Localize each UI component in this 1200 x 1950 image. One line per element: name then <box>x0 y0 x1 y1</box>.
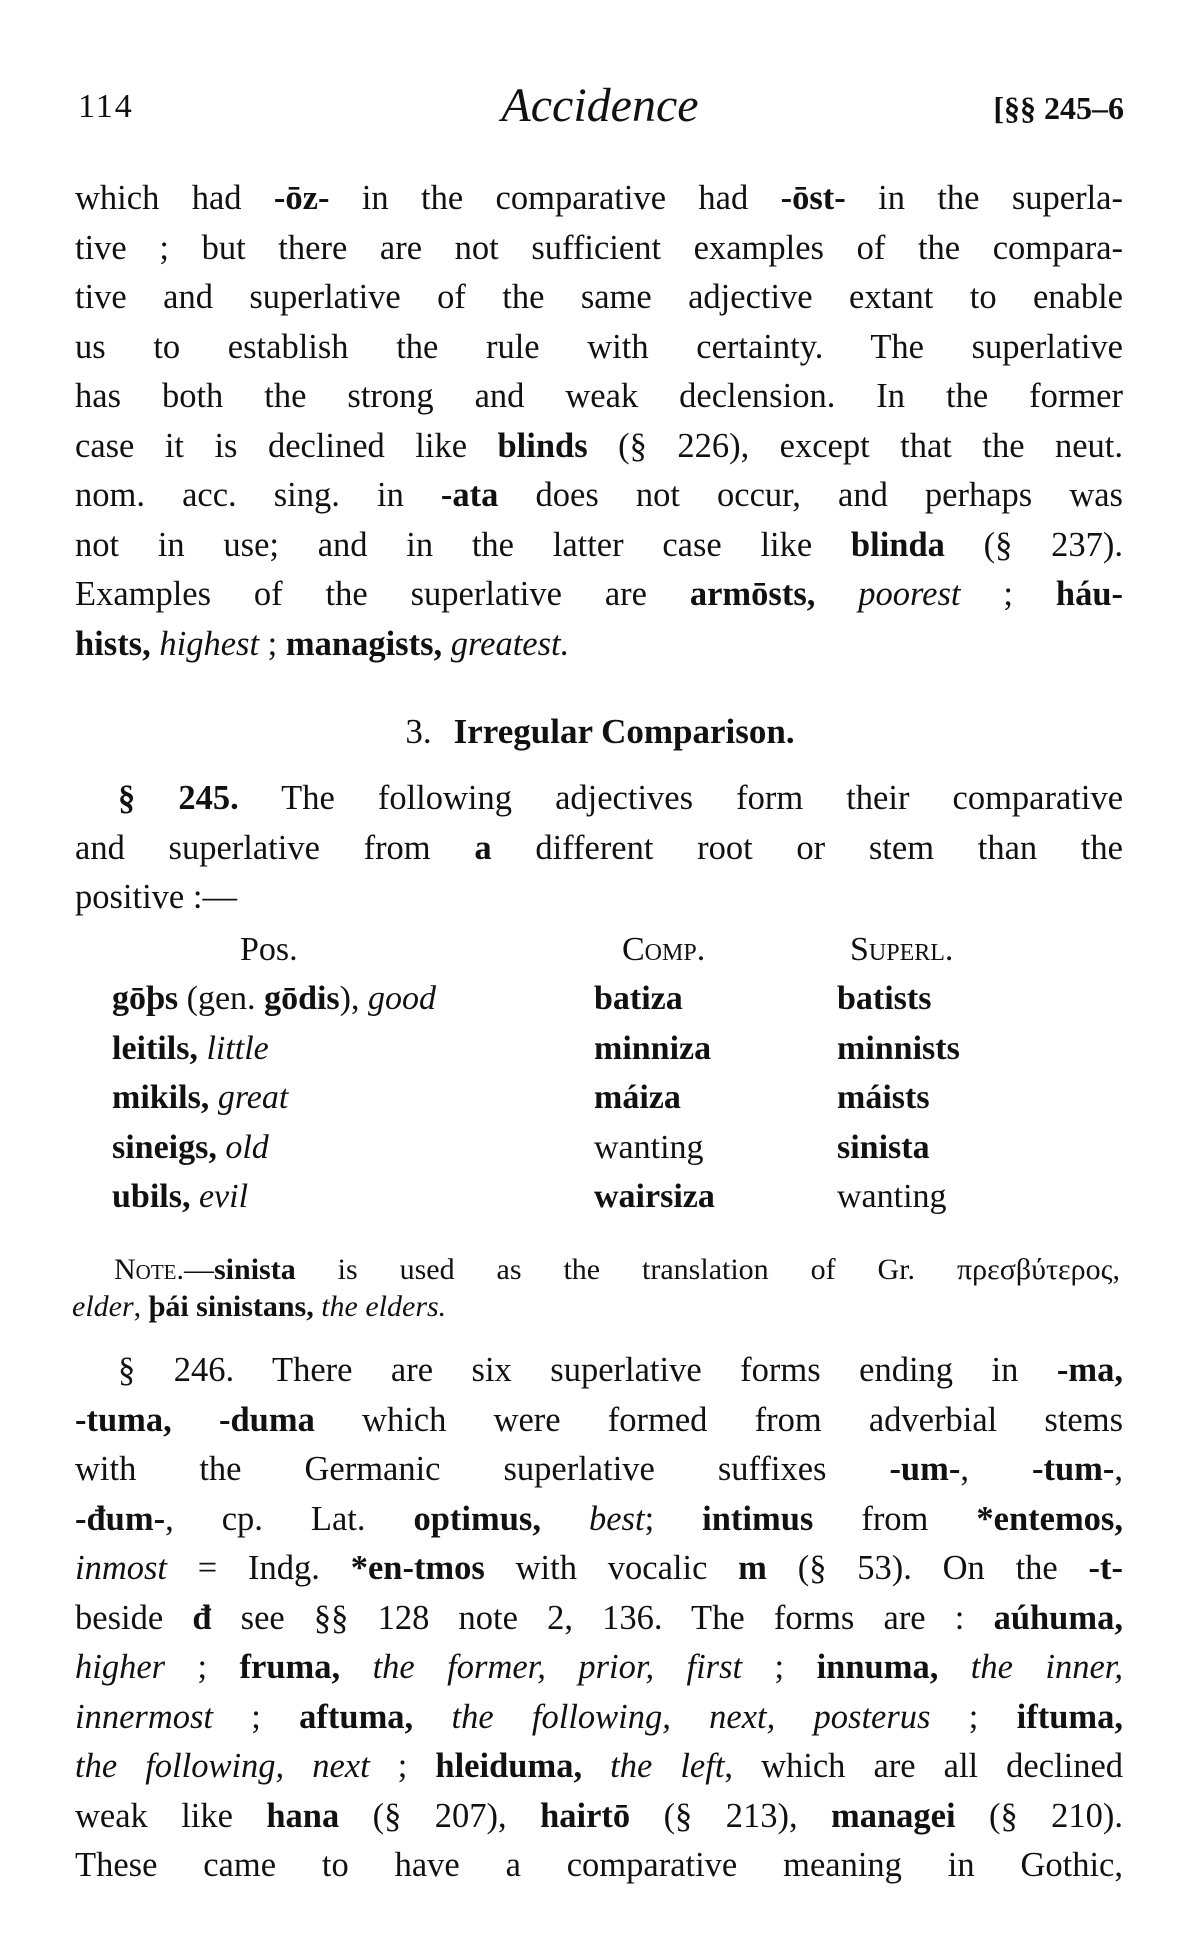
translation-gloss: highest <box>159 625 260 663</box>
text-run: in the comparative had <box>329 179 781 217</box>
text-run: nom. acc. sing. in <box>75 476 441 514</box>
cell-positive <box>112 1177 248 1217</box>
text-run: , which are all declined <box>724 1747 1124 1785</box>
gothic-form: blinda <box>850 526 945 564</box>
cell-positive <box>112 1128 269 1168</box>
text-run: (§ 207), <box>339 1797 541 1835</box>
gothic-form: -t- <box>1088 1549 1123 1587</box>
text-run: is used as the translation of Gr. πρεσβύτερος, <box>295 1253 1120 1286</box>
text-run: = Indg. <box>167 1549 351 1587</box>
text-run: from <box>813 1500 977 1538</box>
gothic-form: sineigs, <box>112 1128 217 1166</box>
text-run: different root or stem than the <box>491 829 1123 867</box>
translation-gloss: the elders. <box>321 1290 447 1323</box>
translation-gloss: little <box>206 1029 269 1067</box>
page-number: 114 <box>78 88 134 125</box>
translation-gloss: evil <box>198 1178 249 1215</box>
text-run: positive :— <box>75 878 237 916</box>
gothic-form: gōdis <box>264 980 340 1017</box>
note-line <box>72 1289 1120 1325</box>
table-header <box>112 930 1112 978</box>
text-line <box>75 1499 1123 1539</box>
text-run: , <box>133 1290 149 1323</box>
text-run: ; <box>213 1698 300 1736</box>
text-line <box>75 228 1123 268</box>
section-range: [§§ 245–6 <box>993 90 1124 126</box>
table-row <box>112 1029 1112 1077</box>
text-line <box>75 1746 1123 1786</box>
gothic-form: hairtō <box>540 1797 631 1835</box>
text-line <box>118 1350 1123 1390</box>
text-line <box>75 1449 1123 1489</box>
gothic-form: sinista <box>214 1253 296 1286</box>
text-run: not in use; and in the latter case like <box>75 526 851 564</box>
text-run <box>582 1747 610 1785</box>
text-line <box>75 877 1123 917</box>
translation-gloss: good <box>367 980 436 1017</box>
gothic-form: intimus <box>702 1500 814 1538</box>
cell-superlative: máists <box>837 1079 930 1116</box>
text-run: These came to have a comparative meaning in Gothic, <box>75 1846 1123 1884</box>
cell-comparative: minniza <box>594 1029 712 1067</box>
translation-gloss: innermost <box>75 1698 213 1736</box>
text-run <box>190 1178 199 1215</box>
cell-superlative: minnists <box>837 1029 960 1067</box>
cell-comparative: batiza <box>594 980 683 1017</box>
cell-comparative: wairsiza <box>594 1178 715 1215</box>
text-line <box>75 475 1123 515</box>
text-run: (§ 210). <box>955 1797 1124 1835</box>
text-run: us to establish the rule with certainty. The superlative <box>75 328 1123 366</box>
text-run: see §§ 128 note 2, 136. The forms are : <box>211 1599 994 1637</box>
text-run: beside <box>75 1599 193 1637</box>
cell-positive <box>112 979 436 1019</box>
gothic-form: -ōst- <box>780 179 846 217</box>
translation-gloss: the left <box>610 1747 725 1785</box>
translation-gloss: the following, next, posterus <box>451 1698 931 1736</box>
text-run <box>209 1079 218 1116</box>
text-run: does not occur, and perhaps was <box>498 476 1123 514</box>
cell-positive <box>112 1078 288 1118</box>
text-run: ; <box>165 1648 240 1686</box>
text-run <box>413 1698 451 1736</box>
gothic-form: m <box>738 1549 767 1587</box>
text-line <box>75 1697 1123 1737</box>
text-run: , <box>1114 1450 1123 1488</box>
text-run: and superlative from <box>75 829 475 867</box>
text-line <box>75 1647 1123 1687</box>
text-line <box>75 1598 1123 1638</box>
translation-gloss: inmost <box>75 1549 168 1587</box>
text-run: ; <box>960 575 1056 613</box>
translation-gloss: great <box>217 1079 289 1116</box>
cell-comparative: wanting <box>594 1128 704 1166</box>
text-run: which were formed from adverbial stems <box>314 1401 1123 1439</box>
header-positive: Pos. <box>240 931 298 968</box>
gothic-form: armōsts, <box>689 575 816 613</box>
gothic-form: -tum- <box>1031 1450 1115 1488</box>
text-run: ; <box>259 625 286 663</box>
text-run: (§ 226), except that the neut. <box>587 427 1123 465</box>
gothic-form: -ata <box>440 476 499 514</box>
text-line <box>75 624 1123 664</box>
text-line <box>75 828 1123 868</box>
text-run: tive ; but there are not sufficient examples of the compara- <box>75 229 1123 267</box>
header-superlative: Superl. <box>850 931 954 968</box>
text-run: which had <box>75 179 274 217</box>
running-head <box>0 78 1200 138</box>
text-run: (§ 213), <box>630 1797 831 1835</box>
gothic-form: đ <box>192 1599 212 1637</box>
text-run: (§ 53). On the <box>766 1549 1089 1587</box>
text-run: ; <box>742 1648 817 1686</box>
text-run: , <box>960 1450 1032 1488</box>
text-run: (gen. <box>178 980 265 1017</box>
gothic-form: managei <box>831 1797 956 1835</box>
text-run: ), <box>339 980 368 1017</box>
gothic-form: *entemos, <box>976 1500 1123 1538</box>
table-row <box>112 1177 1112 1225</box>
translation-gloss: best <box>588 1500 645 1538</box>
text-line <box>75 1845 1123 1885</box>
gothic-form: hists, <box>75 625 151 663</box>
cell-superlative: sinista <box>837 1128 930 1166</box>
gothic-form: hana <box>266 1797 340 1835</box>
text-run <box>340 1648 372 1686</box>
table-row <box>112 1078 1112 1126</box>
text-line <box>75 426 1123 466</box>
translation-gloss: the following, next <box>75 1747 370 1785</box>
text-run <box>815 575 858 613</box>
text-run: with vocalic <box>484 1549 739 1587</box>
gothic-form: þái sinistans, <box>148 1290 314 1323</box>
text-line <box>75 277 1123 317</box>
text-run <box>442 625 451 663</box>
table-row <box>112 1128 1112 1176</box>
gothic-form: -ōz- <box>273 179 330 217</box>
gothic-form: mikils, <box>112 1079 210 1116</box>
text-line <box>75 1548 1123 1588</box>
running-title: Accidence <box>501 79 699 132</box>
text-run: tive and superlative of the same adjective extant to enable <box>75 278 1123 316</box>
text-run: case it is declined like <box>75 427 498 465</box>
header-comparative: Comp. <box>622 931 706 968</box>
text-run: (§ 237). <box>944 526 1123 564</box>
section-heading <box>0 712 1200 752</box>
translation-gloss: the inner, <box>970 1648 1124 1686</box>
text-run: — <box>184 1253 214 1286</box>
gothic-form: aftuma, <box>299 1698 414 1736</box>
gothic-form: blinds <box>497 427 588 465</box>
gothic-form: -um- <box>889 1450 961 1488</box>
text-line <box>75 525 1123 565</box>
text-line <box>118 778 1123 818</box>
gothic-form: -tuma, -duma <box>75 1401 315 1439</box>
translation-gloss: greatest. <box>450 625 570 663</box>
text-run: Examples of the superlative are <box>75 575 690 613</box>
gothic-form: *en-tmos <box>350 1549 485 1587</box>
text-line <box>75 376 1123 416</box>
gothic-form: ubils, <box>112 1178 191 1215</box>
gothic-form: optimus, <box>413 1500 541 1538</box>
text-line <box>75 1796 1123 1836</box>
text-run: has both the strong and weak declension. In the former <box>75 377 1123 415</box>
translation-gloss: the former, prior, first <box>372 1648 743 1686</box>
gothic-form: innuma, <box>816 1648 939 1686</box>
gothic-form: -ma, <box>1056 1351 1123 1389</box>
text-run: in the superla- <box>845 179 1123 217</box>
note-line <box>114 1252 1120 1288</box>
text-run: ; <box>644 1500 703 1538</box>
cell-superlative: batists <box>837 980 932 1017</box>
translation-gloss: old <box>225 1128 269 1166</box>
text-run: ; <box>369 1747 436 1785</box>
gothic-form: a <box>474 829 492 867</box>
text-run <box>938 1648 970 1686</box>
text-line <box>75 1400 1123 1440</box>
text-run: weak like <box>75 1797 267 1835</box>
cell-comparative: máiza <box>594 1079 681 1116</box>
text-line <box>75 574 1123 614</box>
gothic-form: hleiduma, <box>435 1747 583 1785</box>
text-run <box>541 1500 589 1538</box>
gothic-form: -đum- <box>75 1500 166 1538</box>
translation-gloss: higher <box>75 1648 166 1686</box>
gothic-form: § 245. <box>118 779 239 817</box>
gothic-form: fruma, <box>239 1648 341 1686</box>
note-label: Note. <box>114 1253 184 1286</box>
gothic-form: aúhuma, <box>993 1599 1123 1637</box>
text-run: with the Germanic superlative suffixes <box>75 1450 890 1488</box>
section-heading-number: 3. <box>405 712 432 751</box>
table-row <box>112 979 1112 1027</box>
section-heading-title: Irregular Comparison. <box>453 712 795 751</box>
gothic-form: háu- <box>1055 575 1124 613</box>
translation-gloss: poorest <box>858 575 961 613</box>
text-line <box>75 178 1123 218</box>
text-run: The following adjectives form their comparative <box>238 779 1124 817</box>
translation-gloss: elder <box>72 1290 134 1323</box>
gothic-form: managists, <box>285 625 443 663</box>
text-line <box>75 327 1123 367</box>
gothic-form: gōþs <box>112 980 179 1017</box>
text-run: § 246. There are six superlative forms ending in <box>118 1351 1057 1389</box>
gothic-form: iftuma, <box>1016 1698 1124 1736</box>
text-run: , cp. Lat. <box>165 1500 414 1538</box>
text-run: ; <box>930 1698 1017 1736</box>
cell-positive <box>112 1029 269 1069</box>
gothic-form: leitils, <box>112 1029 198 1067</box>
cell-superlative: wanting <box>837 1178 947 1215</box>
